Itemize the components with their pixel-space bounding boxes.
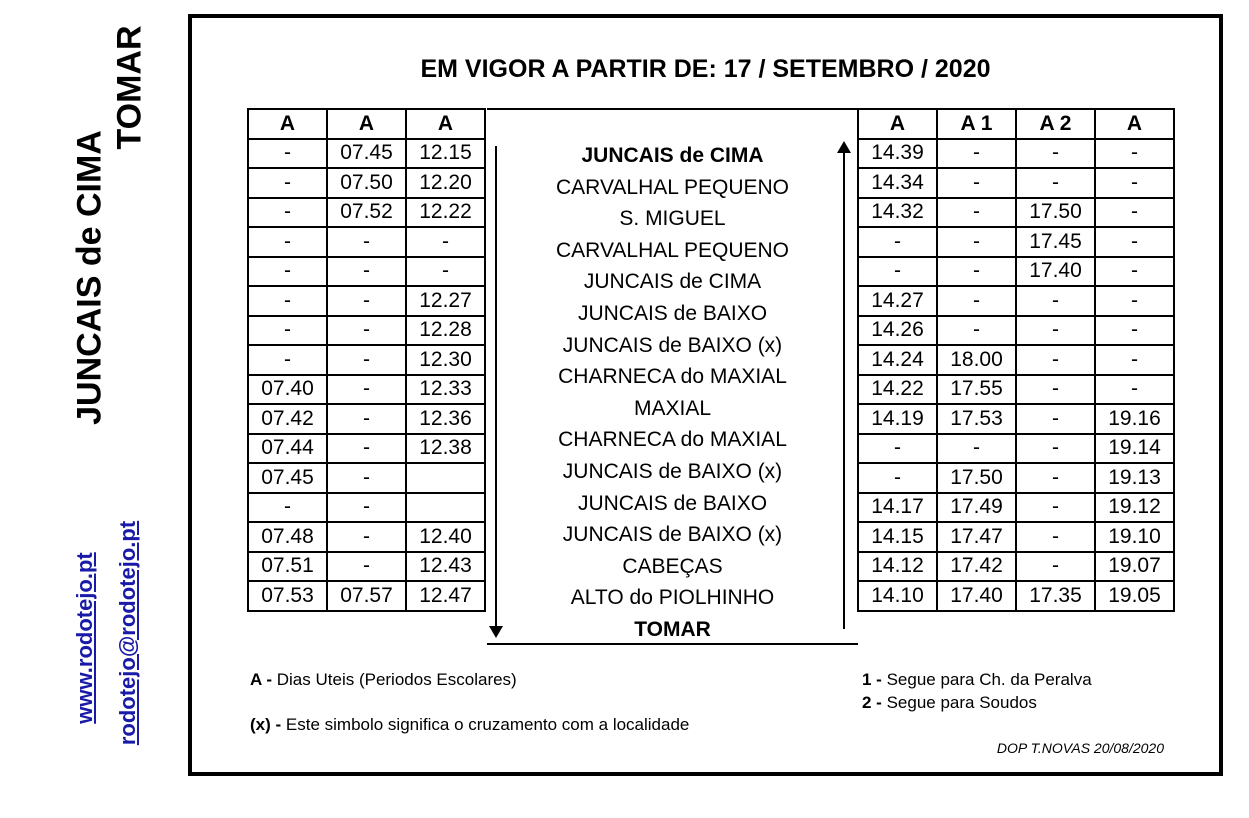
return-time-cell: - [858, 463, 937, 493]
outbound-row [248, 463, 485, 493]
stop-name: MAXIAL [633, 396, 712, 420]
outbound-time-cell [406, 493, 485, 523]
outbound-header-cell: A [248, 109, 327, 139]
return-time-cell: - [1095, 139, 1174, 169]
return-time-cell: 14.39 [858, 139, 937, 169]
stop-name: CABEÇAS [622, 554, 723, 578]
return-row [858, 375, 1174, 405]
return-time-cell: - [858, 434, 937, 464]
legend-a-key: A - [250, 670, 273, 689]
outbound-row [248, 522, 485, 552]
route-title: JUNCAIS de CIMA [70, 130, 109, 425]
return-time-cell: - [1095, 257, 1174, 287]
stop-name: JUNCAIS de BAIXO (x) [562, 460, 783, 483]
return-time-cell: 17.47 [937, 522, 1016, 552]
outbound-time-cell: - [327, 345, 406, 375]
outbound-time-cell: - [327, 552, 406, 582]
return-header-cell: A 1 [937, 109, 1016, 139]
outbound-time-cell: - [327, 434, 406, 464]
outbound-time-cell: 12.43 [406, 552, 485, 582]
return-time-cell: 14.17 [858, 493, 937, 523]
outbound-time-cell: 12.40 [406, 522, 485, 552]
return-time-cell: - [1095, 345, 1174, 375]
return-time-cell: - [1016, 463, 1095, 493]
return-time-cell: - [1016, 139, 1095, 169]
return-time-cell: 19.07 [1095, 552, 1174, 582]
return-time-cell: - [1016, 522, 1095, 552]
outbound-time-cell: 12.15 [406, 139, 485, 169]
outbound-time-cell [406, 463, 485, 493]
return-time-cell: - [937, 286, 1016, 316]
outbound-time-cell: - [406, 257, 485, 287]
outbound-time-cell: - [327, 227, 406, 257]
return-time-cell: 17.42 [937, 552, 1016, 582]
return-time-cell: - [858, 257, 937, 287]
effective-date-heading: EM VIGOR A PARTIR DE: 17 / SETEMBRO / 2020 [420, 55, 991, 83]
return-time-cell: 14.10 [858, 581, 937, 611]
return-time-cell: - [1016, 434, 1095, 464]
legend-2-key: 2 - [862, 693, 882, 712]
return-time-cell: - [1016, 404, 1095, 434]
return-time-cell: 17.50 [1016, 198, 1095, 228]
return-time-cell: - [937, 168, 1016, 198]
outbound-time-cell: - [248, 257, 327, 287]
return-time-cell: - [937, 257, 1016, 287]
return-time-cell: 17.49 [937, 493, 1016, 523]
outbound-time-cell: - [406, 227, 485, 257]
website-link[interactable]: www.rodotejo.pt [72, 552, 97, 724]
outbound-time-cell: 12.20 [406, 168, 485, 198]
outbound-time-cell: 07.45 [327, 139, 406, 169]
return-time-cell: 19.05 [1095, 581, 1174, 611]
stop-name: CHARNECA do MAXIAL [558, 365, 787, 389]
outbound-time-cell: - [248, 227, 327, 257]
outbound-time-cell: - [327, 375, 406, 405]
return-time-cell: 14.15 [858, 522, 937, 552]
timetable-panel [188, 14, 1223, 776]
return-time-cell: - [1016, 552, 1095, 582]
outbound-time-cell: 12.33 [406, 375, 485, 405]
return-time-cell: - [937, 227, 1016, 257]
outbound-time-cell: 07.50 [327, 168, 406, 198]
return-time-cell: 14.24 [858, 345, 937, 375]
outbound-time-cell: 12.28 [406, 316, 485, 346]
down-arrow-icon [495, 146, 497, 626]
return-time-cell: 14.26 [858, 316, 937, 346]
return-row [858, 345, 1174, 375]
outbound-times-table [247, 108, 486, 612]
outbound-time-cell: - [248, 316, 327, 346]
return-time-cell: - [1016, 375, 1095, 405]
legend-1-text: Segue para Ch. da Peralva [881, 670, 1092, 689]
legend-x-key: (x) - [250, 715, 282, 734]
outbound-row [248, 227, 485, 257]
outbound-time-cell: 07.45 [248, 463, 327, 493]
return-row [858, 227, 1174, 257]
outbound-row [248, 316, 485, 346]
stop-name: JUNCAIS de CIMA [581, 144, 764, 167]
outbound-time-cell: - [327, 522, 406, 552]
legend-a-text: Dias Uteis (Periodos Escolares) [272, 670, 517, 689]
stop-name: JUNCAIS de BAIXO [577, 491, 768, 515]
stop-name: CARVALHAL PEQUENO [555, 175, 790, 199]
return-row [858, 257, 1174, 287]
return-time-cell: - [1095, 375, 1174, 405]
return-time-cell: 17.40 [937, 581, 1016, 611]
return-time-cell: - [1016, 168, 1095, 198]
outbound-time-cell: - [248, 198, 327, 228]
return-time-cell: 19.12 [1095, 493, 1174, 523]
outbound-time-cell: - [327, 404, 406, 434]
stop-name: TOMAR [634, 618, 711, 641]
outbound-time-cell: 07.57 [327, 581, 406, 611]
stop-name: ALTO do PIOLHINHO [570, 586, 775, 610]
return-time-cell: - [937, 198, 1016, 228]
outbound-time-cell: - [327, 463, 406, 493]
outbound-time-cell: 12.47 [406, 581, 485, 611]
return-time-cell: 19.16 [1095, 404, 1174, 434]
outbound-time-cell: - [248, 139, 327, 169]
outbound-row [248, 198, 485, 228]
legend-x [250, 715, 689, 735]
return-row [858, 316, 1174, 346]
return-time-cell: - [1016, 316, 1095, 346]
return-time-cell: - [1095, 168, 1174, 198]
return-row [858, 581, 1174, 611]
outbound-time-cell: - [327, 316, 406, 346]
legend-1-key: 1 - [862, 670, 882, 689]
return-time-cell: - [937, 316, 1016, 346]
outbound-time-cell: 12.30 [406, 345, 485, 375]
return-time-cell: 14.34 [858, 168, 937, 198]
return-row [858, 168, 1174, 198]
legend-2-text: Segue para Soudos [881, 693, 1037, 712]
outbound-row [248, 581, 485, 611]
return-time-cell: 14.22 [858, 375, 937, 405]
outbound-time-cell: 07.53 [248, 581, 327, 611]
return-times-table [857, 108, 1175, 612]
outbound-row [248, 404, 485, 434]
return-time-cell: - [937, 139, 1016, 169]
outbound-row [248, 375, 485, 405]
outbound-time-cell: 12.38 [406, 434, 485, 464]
outbound-row [248, 257, 485, 287]
return-row [858, 552, 1174, 582]
return-row [858, 286, 1174, 316]
stops-list [487, 108, 858, 645]
stop-name: JUNCAIS de CIMA [583, 270, 762, 294]
outbound-time-cell: 07.42 [248, 404, 327, 434]
legend-2 [862, 693, 1037, 713]
return-row [858, 434, 1174, 464]
outbound-row [248, 552, 485, 582]
outbound-time-cell: 12.27 [406, 286, 485, 316]
return-time-cell: 17.53 [937, 404, 1016, 434]
outbound-row [248, 493, 485, 523]
up-arrow-icon [843, 153, 845, 629]
return-row [858, 522, 1174, 552]
return-row [858, 198, 1174, 228]
return-header-cell: A [1095, 109, 1174, 139]
outbound-row [248, 286, 485, 316]
stop-name: S. MIGUEL [619, 207, 726, 231]
return-time-cell: 14.27 [858, 286, 937, 316]
outbound-header-cell: A [327, 109, 406, 139]
outbound-row [248, 345, 485, 375]
return-time-cell: 17.50 [937, 463, 1016, 493]
outbound-time-cell: 07.52 [327, 198, 406, 228]
outbound-header-cell: A [406, 109, 485, 139]
return-time-cell: - [1095, 316, 1174, 346]
return-header-row [858, 109, 1174, 139]
return-time-cell: 14.32 [858, 198, 937, 228]
outbound-time-cell: - [248, 168, 327, 198]
outbound-time-cell: - [248, 493, 327, 523]
outbound-row [248, 139, 485, 169]
return-time-cell: - [1095, 198, 1174, 228]
outbound-time-cell: - [248, 286, 327, 316]
return-time-cell: - [1016, 345, 1095, 375]
return-row [858, 404, 1174, 434]
stop-name: CARVALHAL PEQUENO [555, 238, 790, 262]
legend-a [250, 670, 517, 690]
return-time-cell: - [1095, 286, 1174, 316]
return-row [858, 463, 1174, 493]
stop-name: JUNCAIS de BAIXO (x) [562, 333, 783, 357]
return-time-cell: 17.35 [1016, 581, 1095, 611]
outbound-time-cell: 12.22 [406, 198, 485, 228]
email-link[interactable]: rodotejo@rodotejo.pt [115, 520, 140, 746]
stop-name: CHARNECA do MAXIAL [558, 428, 787, 452]
return-time-cell: 19.13 [1095, 463, 1174, 493]
return-time-cell: 17.55 [937, 375, 1016, 405]
outbound-time-cell: 07.51 [248, 552, 327, 582]
return-time-cell: 18.00 [937, 345, 1016, 375]
return-time-cell: - [858, 227, 937, 257]
return-time-cell: 17.40 [1016, 257, 1095, 287]
return-time-cell: 19.14 [1095, 434, 1174, 464]
return-time-cell: - [937, 434, 1016, 464]
legend-1 [862, 670, 1092, 690]
outbound-row [248, 168, 485, 198]
document-credit: DOP T.NOVAS 20/08/2020 [996, 740, 1164, 756]
return-time-cell: - [1016, 493, 1095, 523]
stop-name: JUNCAIS de BAIXO (x) [562, 523, 783, 547]
return-header-cell: A 2 [1016, 109, 1095, 139]
outbound-row [248, 434, 485, 464]
outbound-time-cell: 07.48 [248, 522, 327, 552]
return-time-cell: 14.12 [858, 552, 937, 582]
outbound-time-cell: - [327, 493, 406, 523]
return-time-cell: 19.10 [1095, 522, 1174, 552]
outbound-time-cell: 12.36 [406, 404, 485, 434]
outbound-time-cell: 07.44 [248, 434, 327, 464]
outbound-header-row [248, 109, 485, 139]
outbound-time-cell: - [327, 286, 406, 316]
return-time-cell: 14.19 [858, 404, 937, 434]
return-header-cell: A [858, 109, 937, 139]
return-row [858, 493, 1174, 523]
town-title: TOMAR [110, 25, 149, 150]
return-row [858, 139, 1174, 169]
outbound-time-cell: 07.40 [248, 375, 327, 405]
stop-name: JUNCAIS de BAIXO [577, 302, 768, 325]
outbound-time-cell: - [248, 345, 327, 375]
outbound-time-cell: - [327, 257, 406, 287]
return-time-cell: - [1016, 286, 1095, 316]
return-time-cell: 17.45 [1016, 227, 1095, 257]
return-time-cell: - [1095, 227, 1174, 257]
legend-x-text: Este simbolo significa o cruzamento com a localidade [281, 715, 690, 734]
